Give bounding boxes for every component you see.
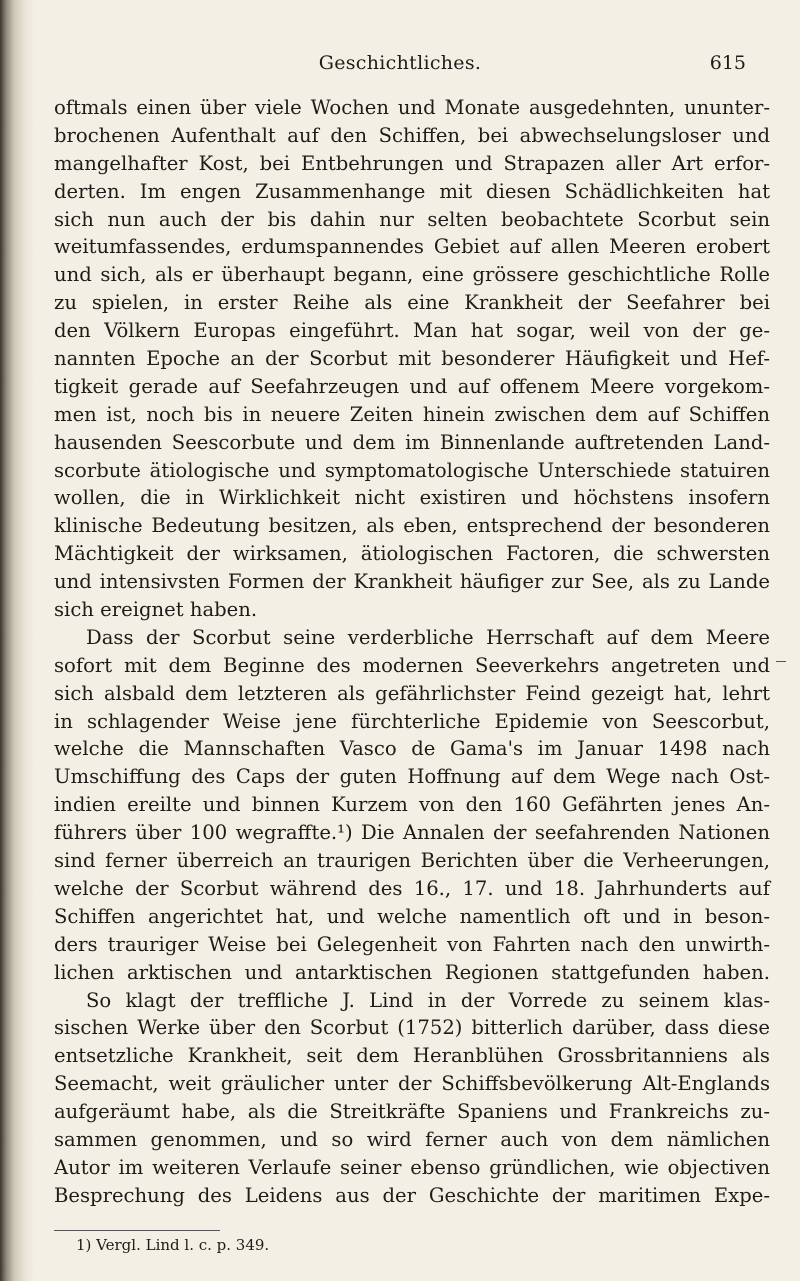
margin-mark: [776, 661, 786, 662]
page-header: [0, 52, 800, 82]
text-line: indien ereilte und binnen Kurzem von den 160 Gefährten jenes An-: [54, 793, 770, 817]
text-line: lichen arktischen und antarktischen Regionen stattgefunden haben.: [54, 960, 770, 984]
text-line: sofort mit dem Beginne des modernen Seeverkehrs angetreten und: [54, 653, 770, 677]
text-line: zu spielen, in erster Reihe als eine Krankheit der Seefahrer bei: [54, 291, 770, 315]
text-line: So klagt der treffliche J. Lind in der Vorrede zu seinem klas-: [86, 988, 770, 1012]
footnote: 1) Vergl. Lind l. c. p. 349.: [76, 1236, 270, 1254]
text-line: den Völkern Europas eingeführt. Man hat sogar, weil von der ge-: [54, 319, 770, 343]
text-line: wollen, die in Wirklichkeit nicht existiren und höchstens insofern: [54, 486, 770, 510]
text-line: oftmals einen über viele Wochen und Monate ausgedehnten, ununter-: [54, 96, 770, 119]
text-line: hausenden Seescorbute und dem im Binnenlande auftretenden Land-: [54, 430, 770, 454]
text-line: Dass der Scorbut seine verderbliche Herrschaft auf dem Meere: [86, 625, 770, 649]
text-line: klinische Bedeutung besitzen, als eben, entsprechend der besonderen: [54, 514, 770, 538]
text-line: führers über 100 wegraffte.¹) Die Annalen der seefahrenden Nationen: [54, 821, 770, 845]
text-line: aufgeräumt habe, als die Streitkräfte Spaniens und Frankreichs zu-: [54, 1100, 770, 1124]
text-line: ders trauriger Weise bei Gelegenheit von Fahrten nach den unwirth-: [54, 932, 770, 956]
page-gutter-shadow: [0, 0, 34, 1281]
text-line: und sich, als er überhaupt begann, eine grössere geschichtliche Rolle: [54, 263, 770, 287]
text-line: derten. Im engen Zusammenhange mit diesen Schädlichkeiten hat: [54, 179, 770, 203]
text-line: tigkeit gerade auf Seefahrzeugen und auf offenem Meere vorgekom-: [54, 374, 770, 398]
text-line: in schlagender Weise jene fürchterliche Epidemie von Seescorbut,: [54, 709, 770, 733]
page-number: 615: [709, 52, 746, 74]
text-line: sich alsbald dem letzteren als gefährlichster Feind gezeigt hat, lehrt: [54, 681, 770, 705]
text-line: brochenen Aufenthalt auf den Schiffen, bei abwechselungsloser und: [54, 123, 770, 147]
text-line: und intensivsten Formen der Krankheit häufiger zur See, als zu Lande: [54, 570, 770, 594]
text-line: men ist, noch bis in neuere Zeiten hinein zwischen dem auf Schiffen: [54, 402, 770, 426]
text-line: Mächtigkeit der wirksamen, ätiologischen Factoren, die schwersten: [54, 542, 770, 566]
text-line: Schiffen angerichtet hat, und welche namentlich oft und in beson-: [54, 904, 770, 928]
text-line: welche die Mannschaften Vasco de Gama's im Januar 1498 nach: [54, 737, 770, 761]
text-line: welche der Scorbut während des 16., 17. und 18. Jahrhunderts auf: [54, 876, 770, 900]
text-line: sammen genommen, und so wird ferner auch von dem nämlichen: [54, 1127, 770, 1151]
running-head: Geschichtliches.: [318, 52, 482, 74]
text-line: sich nun auch der bis dahin nur selten beobachtete Scorbut sein: [54, 207, 770, 231]
text-line: sind ferner überreich an traurigen Berichten über die Verheerungen,: [54, 849, 770, 873]
text-line: mangelhafter Kost, bei Entbehrungen und Strapazen aller Art erfor-: [54, 151, 770, 175]
text-line: Besprechung des Leidens aus der Geschichte der maritimen Expe-: [54, 1183, 770, 1207]
body-text: [54, 94, 770, 1210]
text-line: sischen Werke über den Scorbut (1752) bitterlich darüber, dass diese: [54, 1016, 770, 1040]
text-line: sich ereignet haben.: [54, 598, 258, 622]
text-line: Autor im weiteren Verlaufe seiner ebenso gründlichen, wie objectiven: [54, 1155, 770, 1179]
text-line: nannten Epoche an der Scorbut mit besonderer Häufigkeit und Hef-: [54, 347, 770, 371]
text-line: entsetzliche Krankheit, seit dem Heranblühen Grossbritanniens als: [54, 1044, 770, 1068]
text-line: Umschiffung des Caps der guten Hoffnung auf dem Wege nach Ost-: [54, 765, 770, 789]
text-line: Seemacht, weit gräulicher unter der Schiffsbevölkerung Alt-Englands: [54, 1072, 770, 1096]
text-line: scorbute ätiologische und symptomatologische Unterschiede statuiren: [54, 458, 770, 482]
text-line: weitumfassendes, erdumspannendes Gebiet auf allen Meeren erobert: [54, 235, 770, 259]
footnote-divider: [54, 1230, 220, 1231]
